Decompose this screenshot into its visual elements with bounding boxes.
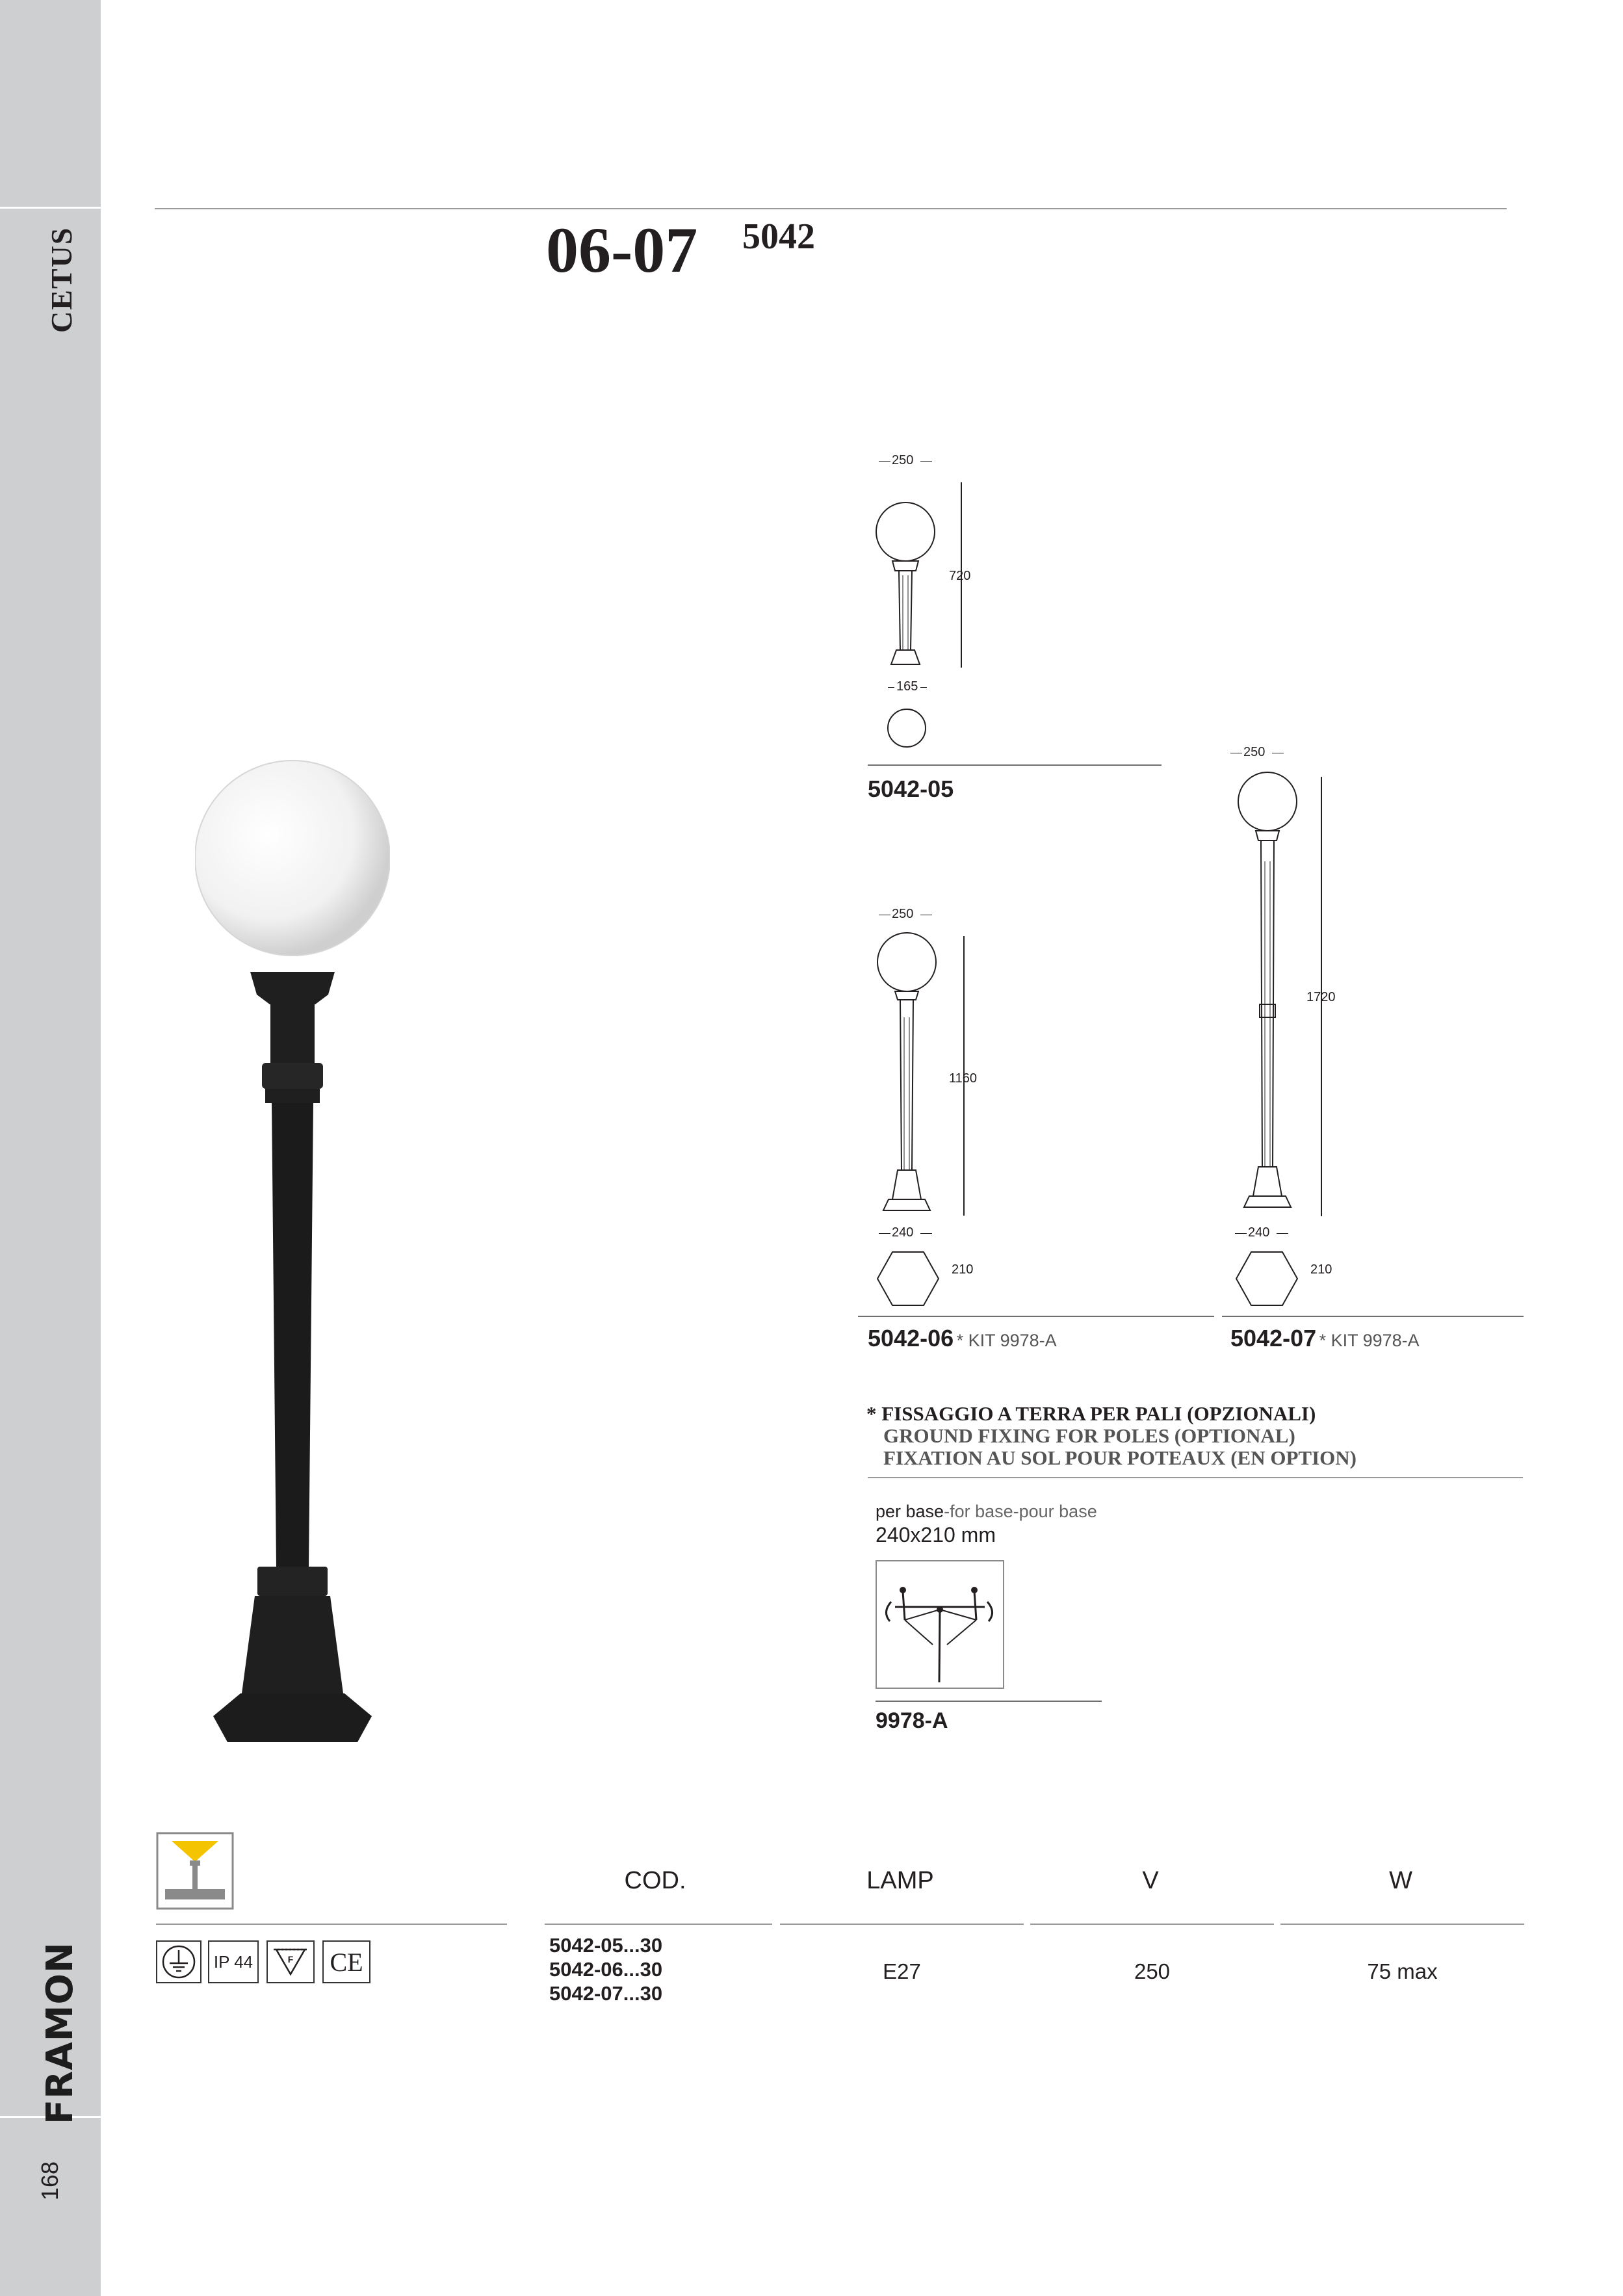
page-number: 168: [36, 2161, 63, 2200]
fixing-note-it: * FISSAGGIO A TERRA PER PALI (OPZIONALI): [866, 1402, 1316, 1425]
brand-logo: FRAMON: [39, 1942, 81, 2124]
variant-06-code: 5042-06: [868, 1325, 954, 1351]
ce-mark-badge: [322, 1940, 370, 1983]
kit-rule: [876, 1701, 1102, 1702]
model-number: 5042: [742, 216, 815, 257]
drawing-5042-07: [1235, 770, 1300, 1219]
d07-height-label: 1720: [1306, 990, 1336, 1004]
spec-voltage-value: 250: [1134, 1959, 1171, 1983]
spec-code-row: 5042-07...30: [549, 1982, 663, 2005]
d05-height-label: 720: [949, 569, 971, 583]
fixing-note-en: GROUND FIXING FOR POLES (OPTIONAL): [883, 1424, 1295, 1447]
sidebar-divider-top: [0, 207, 101, 209]
d05-base-label: 165: [896, 679, 918, 694]
f-mark-icon: [266, 1940, 315, 1983]
d06-width-label: 250: [892, 907, 914, 921]
d07-based-label: 210: [1310, 1262, 1332, 1277]
header-rule-left: [155, 208, 740, 209]
spec-header-v: V: [1142, 1867, 1159, 1894]
d06-height-label: 1160: [949, 1071, 978, 1086]
kit-base-label: [876, 1502, 1097, 1522]
spec-code-row: 5042-05...30: [549, 1934, 663, 1957]
variant-06-caption: [868, 1325, 1057, 1352]
fixing-note-fr: FIXATION AU SOL POUR POTEAUX (EN OPTION): [883, 1446, 1357, 1469]
variant-07-code: 5042-07: [1230, 1325, 1317, 1351]
spec-codes: [549, 1933, 662, 2005]
spec-wattage-value: 75 max: [1367, 1959, 1438, 1983]
fixing-note-rule: [868, 1477, 1523, 1478]
drawing-5042-06: [874, 930, 939, 1219]
spec-header-lamp: LAMP: [866, 1867, 934, 1894]
svg-text:F: F: [287, 1954, 294, 1964]
spec-code-row: 5042-06...30: [549, 1958, 663, 1981]
kit-base-label-rest: -for base-pour base: [944, 1502, 1097, 1521]
cert-rule: [156, 1924, 507, 1925]
header-rule-right: [740, 208, 1507, 209]
earth-symbol-icon: [156, 1940, 201, 1983]
kit-code: 9978-A: [876, 1708, 948, 1733]
ip-rating-label: IP 44: [213, 1951, 253, 1972]
d05-base-circle: [884, 705, 929, 751]
ip-rating-badge: [208, 1940, 259, 1983]
variant-07-caption: [1230, 1325, 1420, 1352]
d06-base-hexagon: [876, 1249, 941, 1308]
variant-07-kit: * KIT 9978-A: [1319, 1331, 1420, 1350]
variant-05-rule: [868, 764, 1162, 766]
variant-05-code: 5042-05: [868, 776, 954, 802]
variant-06-kit: * KIT 9978-A: [956, 1331, 1057, 1350]
kit-9978-drawing: [876, 1560, 1004, 1689]
ce-mark-label: CE: [330, 1947, 363, 1977]
spec-rule-w: [1280, 1924, 1524, 1925]
d07-width-label: 250: [1243, 745, 1266, 759]
spec-rule-lamp: [780, 1924, 1024, 1925]
spec-header-cod: COD.: [624, 1867, 686, 1894]
spec-rule-v: [1030, 1924, 1274, 1925]
kit-base-label-it: per base: [876, 1502, 944, 1521]
d06-based-label: 210: [952, 1262, 974, 1277]
product-photo: [195, 748, 390, 1742]
d06-basew-label: 240: [892, 1225, 914, 1240]
collection-name: CETUS: [45, 226, 78, 333]
ground-install-icon: [156, 1832, 234, 1910]
d05-width-label: 250: [892, 453, 914, 467]
variant-06-rule: [858, 1316, 1214, 1317]
d07-basew-label: 240: [1248, 1225, 1270, 1240]
variant-07-rule: [1222, 1316, 1524, 1317]
spec-lamp-value: E27: [883, 1959, 921, 1983]
d07-base-hexagon: [1235, 1249, 1300, 1308]
fixing-note: [866, 1403, 1357, 1469]
kit-size: 240x210 mm: [876, 1523, 996, 1546]
spec-rule-cod: [545, 1924, 772, 1925]
drawing-5042-05: [874, 494, 939, 689]
range-number: 06-07: [546, 214, 698, 286]
spec-header-w: W: [1389, 1867, 1412, 1894]
